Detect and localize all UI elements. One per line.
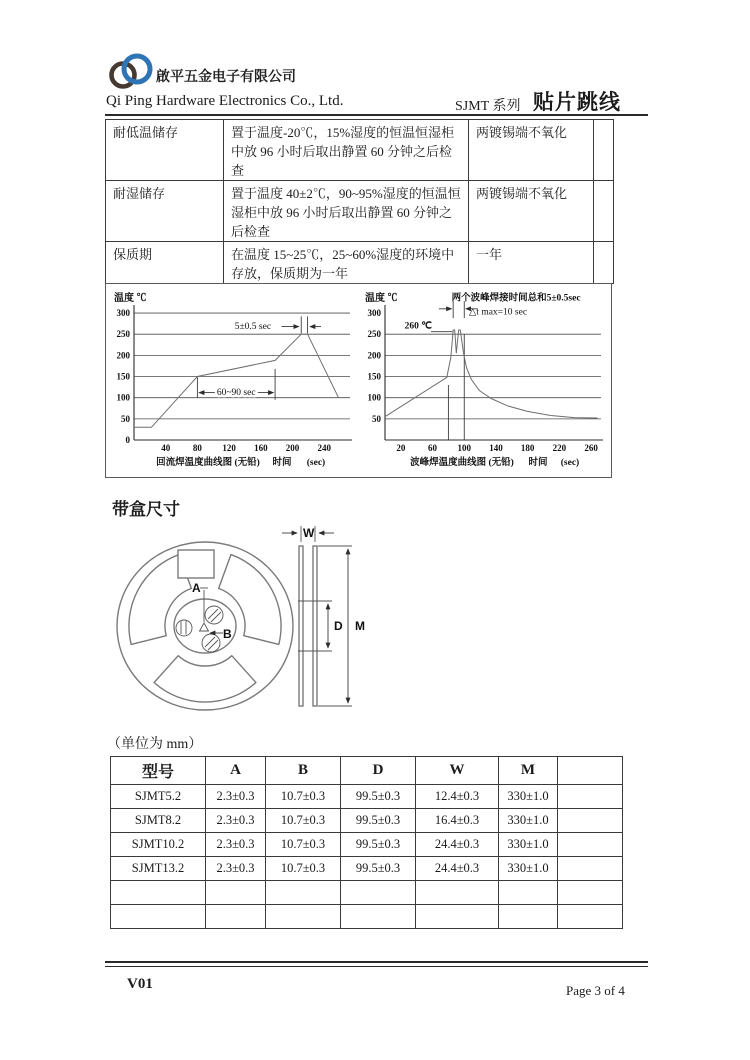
cell	[558, 809, 623, 833]
column-header: 型号	[111, 757, 206, 785]
svg-text:80: 80	[192, 443, 202, 453]
dim-b-label: B	[223, 627, 232, 641]
svg-text:200: 200	[116, 350, 130, 361]
table-header-row	[111, 757, 623, 785]
dim-d-label: D	[334, 619, 343, 633]
footer-rule	[105, 961, 648, 967]
cell	[594, 181, 614, 242]
svg-text:100: 100	[367, 392, 381, 403]
svg-text:260 ℃: 260 ℃	[404, 321, 432, 332]
svg-text:240: 240	[317, 443, 331, 453]
table-row	[111, 881, 623, 905]
cell: 10.7±0.3	[266, 809, 341, 833]
svg-text:回流焊温度曲线图 (无铅): 回流焊温度曲线图 (无铅)	[156, 458, 260, 468]
cell	[206, 905, 266, 929]
svg-text:波峰焊温度曲线图 (无铅): 波峰焊温度曲线图 (无铅)	[410, 458, 514, 468]
svg-text:300: 300	[116, 308, 130, 319]
svg-text:220: 220	[552, 443, 567, 453]
svg-text:温度 ℃: 温度 ℃	[365, 293, 398, 304]
cell	[558, 905, 623, 929]
table-row	[106, 120, 614, 181]
svg-text:150: 150	[116, 371, 130, 382]
cell	[499, 905, 558, 929]
svg-text:两个波峰焊接时间总和5±0.5sec: 两个波峰焊接时间总和5±0.5sec	[451, 293, 581, 304]
cell: 2.3±0.3	[206, 785, 266, 809]
dim-w-label: W	[303, 526, 315, 540]
table-row	[111, 905, 623, 929]
cell	[341, 881, 416, 905]
svg-text:260: 260	[584, 443, 598, 453]
reel-hub	[174, 599, 236, 653]
reel-section-title: 带盒尺寸	[112, 500, 180, 519]
storage-table	[105, 119, 614, 284]
reel-side-view	[282, 526, 365, 706]
cell: 置于温度-20℃，15%湿度的恒温恒湿柜中放 96 小时后取出静置 60 分钟之后检查	[224, 120, 469, 181]
svg-text:150: 150	[367, 371, 381, 382]
doc-version: V01	[127, 976, 153, 992]
cell: 一年	[469, 242, 594, 284]
reel-label-area	[178, 550, 214, 578]
svg-text:(sec): (sec)	[306, 458, 326, 468]
series-label: SJMT 系列	[455, 99, 521, 114]
svg-text:100: 100	[116, 392, 130, 403]
cell: 99.5±0.3	[341, 857, 416, 881]
cell: 2.3±0.3	[206, 857, 266, 881]
svg-text:50: 50	[372, 413, 381, 424]
column-header: W	[416, 757, 499, 785]
table-row	[111, 857, 623, 881]
cell: 99.5±0.3	[341, 809, 416, 833]
table-row	[111, 833, 623, 857]
cell: 16.4±0.3	[416, 809, 499, 833]
reel-drawing	[110, 520, 372, 720]
column-header: A	[206, 757, 266, 785]
cell: 10.7±0.3	[266, 785, 341, 809]
cell	[266, 905, 341, 929]
cell: 12.4±0.3	[416, 785, 499, 809]
table-row	[106, 181, 614, 242]
svg-text:50: 50	[121, 413, 130, 424]
cell: 置于温度 40±2℃，90~95%湿度的恒温恒湿柜中放 96 小时后取出静置 60 分钟之后检查	[224, 181, 469, 242]
cell: 耐湿储存	[106, 181, 224, 242]
cell: SJMT13.2	[111, 857, 206, 881]
cell: 在温度 15~25℃，25~60%湿度的环境中存放，保质期为一年	[224, 242, 469, 284]
cell	[266, 881, 341, 905]
cell	[558, 857, 623, 881]
cell	[499, 881, 558, 905]
cell	[594, 120, 614, 181]
cell	[111, 881, 206, 905]
dim-a-label: A	[192, 581, 201, 595]
cell	[111, 905, 206, 929]
dimension-table	[110, 756, 623, 929]
cell: 330±1.0	[499, 785, 558, 809]
dimension-table-body	[111, 757, 623, 929]
cell: 两镀锡端不氧化	[469, 120, 594, 181]
table-row	[111, 785, 623, 809]
cell: 2.3±0.3	[206, 809, 266, 833]
column-header: D	[341, 757, 416, 785]
svg-text:40: 40	[161, 443, 171, 453]
column-header: B	[266, 757, 341, 785]
cell: 330±1.0	[499, 857, 558, 881]
cell: SJMT10.2	[111, 833, 206, 857]
cell	[558, 881, 623, 905]
svg-text:60: 60	[428, 443, 438, 453]
table-row	[111, 809, 623, 833]
cell	[206, 881, 266, 905]
svg-text:60~90 sec: 60~90 sec	[216, 388, 256, 399]
svg-text:温度 ℃: 温度 ℃	[114, 293, 147, 304]
unit-note: （单位为 mm）	[107, 737, 203, 752]
svg-text:180: 180	[520, 443, 535, 453]
storage-table-body	[106, 120, 614, 284]
dim-m-label: M	[355, 619, 365, 633]
svg-text:200: 200	[367, 350, 381, 361]
company-logo-icon	[108, 50, 156, 92]
company-name-en: Qi Ping Hardware Electronics Co., Ltd.	[106, 93, 344, 109]
column-header: M	[499, 757, 558, 785]
cell	[416, 905, 499, 929]
cell: 24.4±0.3	[416, 857, 499, 881]
cell: 330±1.0	[499, 809, 558, 833]
cell	[341, 905, 416, 929]
svg-text:100: 100	[457, 443, 472, 453]
wave-soldering-chart	[359, 288, 607, 472]
cell: 2.3±0.3	[206, 833, 266, 857]
table-row	[106, 242, 614, 284]
svg-text:250: 250	[116, 329, 130, 340]
cell: 24.4±0.3	[416, 833, 499, 857]
svg-text:160: 160	[254, 443, 268, 453]
cell	[416, 881, 499, 905]
soldering-charts-box	[105, 283, 612, 478]
cell: 99.5±0.3	[341, 833, 416, 857]
cell: 99.5±0.3	[341, 785, 416, 809]
company-name-cn: 啟平五金电子有限公司	[156, 68, 296, 84]
cell: SJMT5.2	[111, 785, 206, 809]
page-number: Page 3 of 4	[566, 983, 625, 998]
cell: 330±1.0	[499, 833, 558, 857]
svg-text:250: 250	[367, 329, 381, 340]
cell: 两镀锡端不氧化	[469, 181, 594, 242]
cell: 耐低温储存	[106, 120, 224, 181]
product-title: 贴片跳线	[533, 91, 621, 114]
svg-text:200: 200	[285, 443, 300, 453]
cell: 保质期	[106, 242, 224, 284]
svg-text:120: 120	[222, 443, 236, 453]
svg-text:(sec): (sec)	[560, 458, 580, 468]
cell: SJMT8.2	[111, 809, 206, 833]
svg-text:20: 20	[396, 443, 406, 453]
cell: 10.7±0.3	[266, 833, 341, 857]
header-rule	[105, 114, 648, 116]
cell: 10.7±0.3	[266, 857, 341, 881]
svg-text:5±0.5 sec: 5±0.5 sec	[234, 322, 272, 333]
cell	[558, 785, 623, 809]
cell	[558, 833, 623, 857]
svg-text:140: 140	[489, 443, 503, 453]
svg-text:0: 0	[125, 435, 130, 445]
column-header	[558, 757, 623, 785]
reflow-soldering-chart	[108, 288, 356, 472]
svg-text:时间: 时间	[528, 458, 548, 468]
svg-text:时间: 时间	[272, 458, 292, 468]
svg-text:300: 300	[367, 308, 381, 319]
svg-text:△t max=10 sec: △t max=10 sec	[469, 307, 528, 318]
cell	[594, 242, 614, 284]
